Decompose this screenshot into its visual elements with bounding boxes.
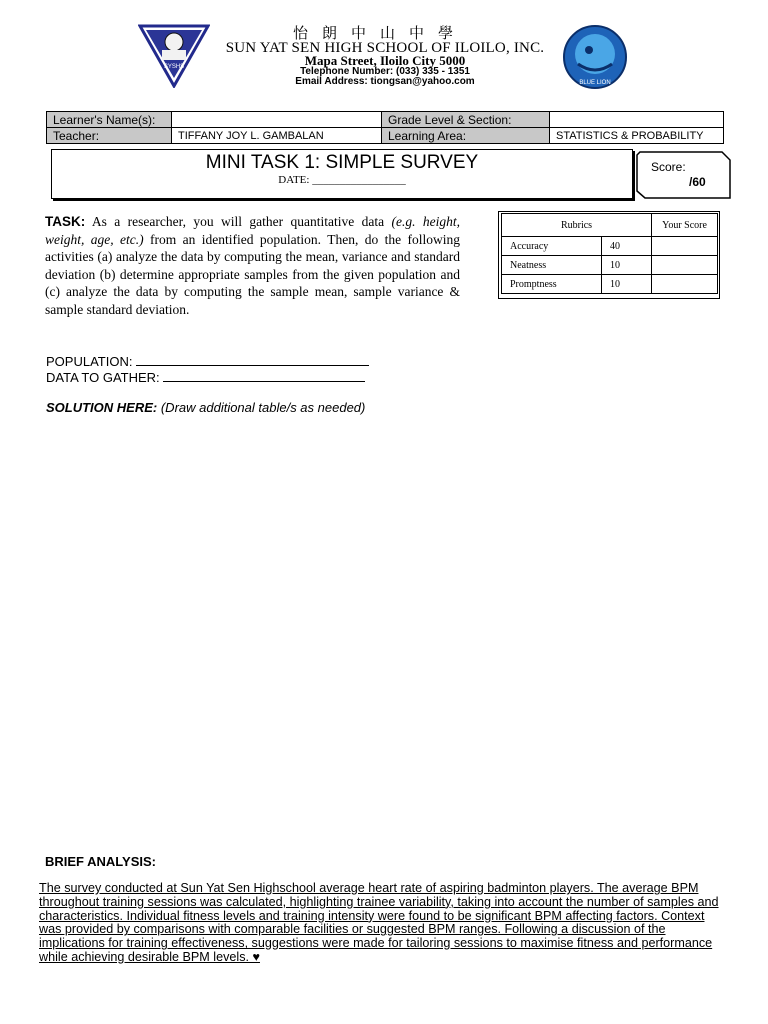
teacher-label: Teacher: <box>47 128 172 144</box>
score-box <box>636 151 731 199</box>
solution-heading <box>46 400 365 415</box>
data-to-gather-blank[interactable] <box>163 369 365 382</box>
learner-name-label: Learner's Name(s): <box>47 112 172 128</box>
task-description <box>45 213 460 319</box>
brief-analysis-heading: BRIEF ANALYSIS: <box>45 854 156 869</box>
brief-analysis-text: The survey conducted at Sun Yat Sen Highschool average heart rate of aspiring badminton players. The average BPM throughout training sessions was calculated, highlighting trainee variability, taking into account the number of samples and characteristics. Individual fitness levels and training intensity were found to be significant BPM affecting factors. Context was provided by comparisons with comparable facilities or suggested BPM ranges. Following a discussion of the implications for training effectiveness, suggestions were made for tailoring sessions to maximise fitness and performance while achieving desirable BPM levels. ♥ <box>39 881 719 964</box>
date-line: DATE: _________________ <box>278 174 406 186</box>
data-to-gather-field <box>46 369 365 385</box>
rubric-row <box>502 275 718 294</box>
task-title: MINI TASK 1: SIMPLE SURVEY <box>205 152 479 173</box>
rubric-score-field[interactable] <box>652 256 718 275</box>
population-label: POPULATION: <box>46 354 133 369</box>
your-score-header: Your Score <box>652 214 718 237</box>
population-blank[interactable] <box>136 353 369 366</box>
learning-area-value: STATISTICS & PROBABILITY <box>550 128 724 144</box>
score-label: Score: <box>651 160 686 174</box>
rubric-score-field[interactable] <box>652 275 718 294</box>
rubric-score-field[interactable] <box>652 237 718 256</box>
right-logo-text: BLUE LION <box>579 80 611 86</box>
rubric-row <box>502 256 718 275</box>
rubric-points: 40 <box>602 237 652 256</box>
task-example: (e.g. height, weight, age, etc.) <box>45 214 460 247</box>
solution-label: SOLUTION HERE: <box>46 400 158 415</box>
data-to-gather-label: DATA TO GATHER: <box>46 370 160 385</box>
school-address: Mapa Street, Iloilo City 5000 <box>304 53 466 68</box>
school-name: SUN YAT SEN HIGH SCHOOL OF ILOILO, INC. <box>225 40 545 56</box>
school-logo-right <box>558 24 632 90</box>
task-label: TASK: <box>45 214 86 229</box>
task-text-2: from an identified population. Then, do the following activities (a) analyze the data by computing the mean, variance and standard deviation (b) determine appropriate samples from the given population and (c) analyze the data by computing the sample mean, sample variance & sample standard deviation. <box>45 231 460 317</box>
task-text-1: As a researcher, you will gather quantitative data <box>85 214 392 229</box>
learning-area-label: Learning Area: <box>382 128 550 144</box>
grade-level-field[interactable] <box>550 112 724 128</box>
school-email: Email Address: tiongsan@yahoo.com <box>295 76 475 87</box>
rubric-name: Accuracy <box>502 237 602 256</box>
rubrics-header: Rubrics <box>502 214 652 237</box>
rubric-row <box>502 237 718 256</box>
score-total: /60 <box>689 175 706 189</box>
left-logo-text: SYSHS <box>163 64 185 70</box>
grade-level-label: Grade Level & Section: <box>382 112 550 128</box>
rubric-points: 10 <box>602 275 652 294</box>
teacher-value: TIFFANY JOY L. GAMBALAN <box>172 128 382 144</box>
school-phone: Telephone Number: (033) 335 - 1351 <box>300 66 470 77</box>
learner-info-table <box>46 111 724 144</box>
learner-name-field[interactable] <box>172 112 382 128</box>
school-chinese-name: 怡朗中山中學 <box>292 24 467 42</box>
rubric-name: Neatness <box>502 256 602 275</box>
solution-note: (Draw additional table/s as needed) <box>157 400 366 415</box>
rubric-name: Promptness <box>502 275 602 294</box>
population-field <box>46 353 369 369</box>
rubric-points: 10 <box>602 256 652 275</box>
rubrics-table <box>501 213 718 294</box>
